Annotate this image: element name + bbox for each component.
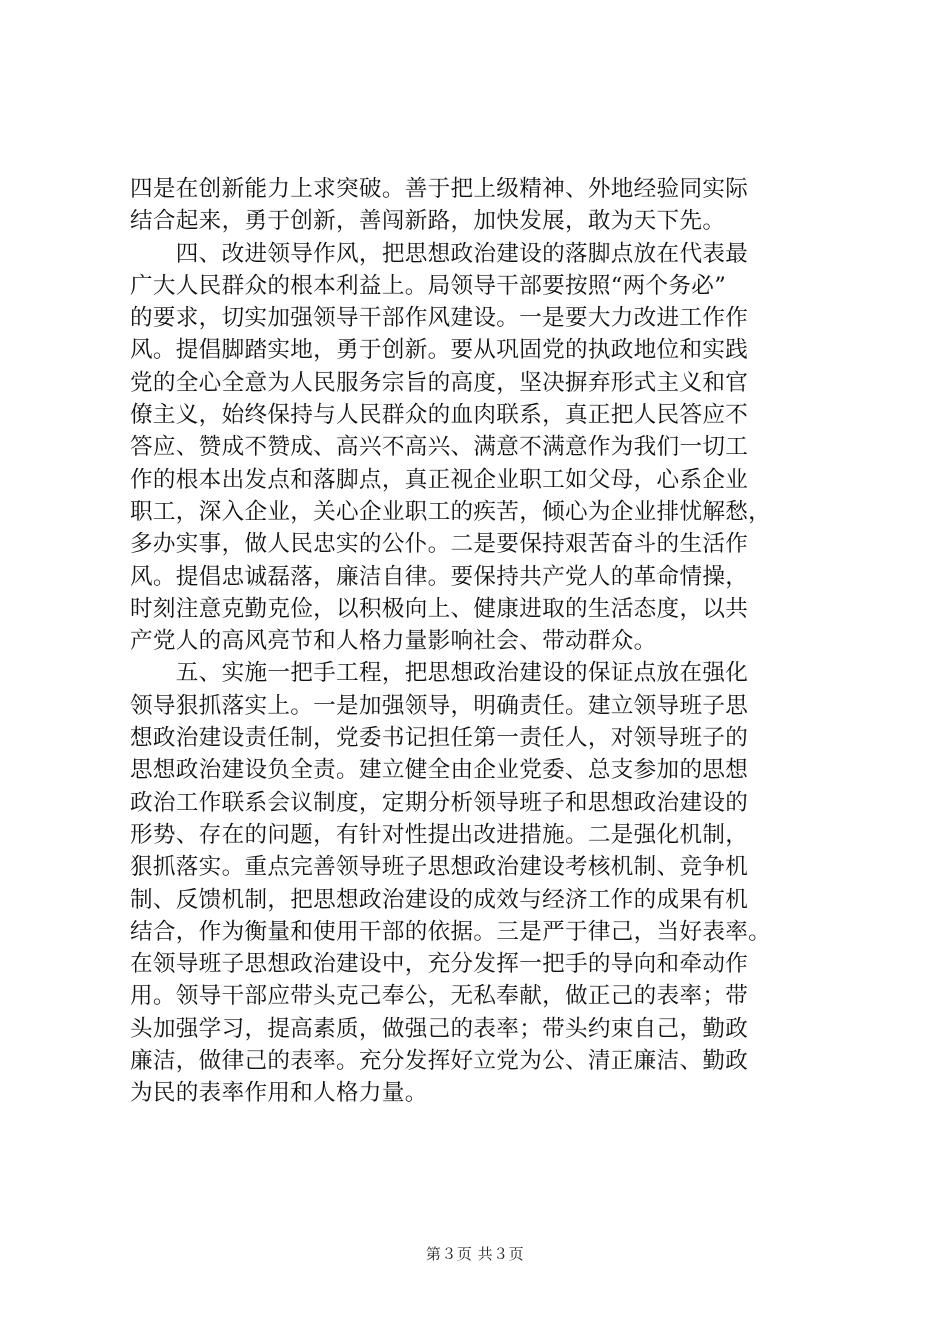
text-line: 的要求，切实加强领导干部作风建设。一是要大力改进工作作 bbox=[130, 305, 749, 332]
text-line: 四、改进领导作风，把思想政治建设的落脚点放在代表最 bbox=[130, 240, 749, 267]
text-line: 广大人民群众的根本利益上。局领导干部要按照“两个务必” bbox=[130, 272, 727, 299]
text-line: 形势、存在的问题，有针对性提出改进措施。二是强化机制， bbox=[130, 821, 749, 848]
text-line: 结合，作为衡量和使用干部的依据。三是严于律己，当好表率。 bbox=[130, 918, 772, 945]
text-line: 在领导班子思想政治建设中，充分发挥一把手的导向和牵动作 bbox=[130, 951, 749, 978]
text-line: 头加强学习，提高素质，做强己的表率；带头约束自己，勤政 bbox=[130, 1015, 749, 1042]
text-line: 思想政治建设负全责。建立健全由企业党委、总支参加的思想 bbox=[130, 757, 749, 784]
text-line: 领导狠抓落实上。一是加强领导，明确责任。建立领导班子思 bbox=[130, 692, 749, 719]
text-line: 廉洁，做律己的表率。充分发挥好立党为公、清正廉洁、勤政 bbox=[130, 1048, 749, 1075]
text-line: 时刻注意克勤克俭，以积极向上、健康进取的生活态度，以共 bbox=[130, 595, 749, 622]
text-line: 五、实施一把手工程，把思想政治建设的保证点放在强化 bbox=[130, 660, 749, 687]
text-line: 产党人的高风亮节和人格力量影响社会、带动群众。 bbox=[130, 628, 657, 655]
text-line: 政治工作联系会议制度，定期分析领导班子和思想政治建设的 bbox=[130, 789, 749, 816]
text-line: 结合起来，勇于创新，善闯新路，加快发展，敢为天下先。 bbox=[130, 208, 726, 235]
text-line: 答应、赞成不赞成、高兴不高兴、满意不满意作为我们一切工 bbox=[130, 434, 749, 461]
text-line: 职工，深入企业，关心企业职工的疾苦，倾心为企业排忧解愁， bbox=[130, 498, 772, 525]
body-text bbox=[130, 173, 830, 1110]
text-line: 风。提倡忠诚磊落，廉洁自律。要保持共产党人的革命情操， bbox=[130, 563, 749, 590]
text-line: 党的全心全意为人民服务宗旨的高度，坚决摒弃形式主义和官 bbox=[130, 369, 749, 396]
text-line: 四是在创新能力上求突破。善于把上级精神、外地经验同实际 bbox=[130, 176, 749, 202]
text-line: 风。提倡脚踏实地，勇于创新。要从巩固党的执政地位和实践 bbox=[130, 337, 749, 364]
page-number-footer: 第３页 共３页 bbox=[425, 1245, 525, 1263]
text-line: 为民的表率作用和人格力量。 bbox=[130, 1080, 428, 1107]
text-line: 想政治建设责任制，党委书记担任第一责任人，对领导班子的 bbox=[130, 725, 749, 752]
text-line: 多办实事，做人民忠实的公仆。二是要保持艰苦奋斗的生活作 bbox=[130, 531, 749, 558]
text-line: 僚主义，始终保持与人民群众的血肉联系，真正把人民答应不 bbox=[130, 402, 749, 429]
text-line: 制、反馈机制，把思想政治建设的成效与经济工作的成果有机 bbox=[130, 886, 749, 913]
text-line: 狠抓落实。重点完善领导班子思想政治建设考核机制、竞争机 bbox=[130, 854, 749, 881]
text-line: 用。领导干部应带头克己奉公，无私奉献，做正己的表率；带 bbox=[130, 983, 749, 1010]
text-line: 作的根本出发点和落脚点，真正视企业职工如父母，心系企业 bbox=[130, 466, 749, 493]
